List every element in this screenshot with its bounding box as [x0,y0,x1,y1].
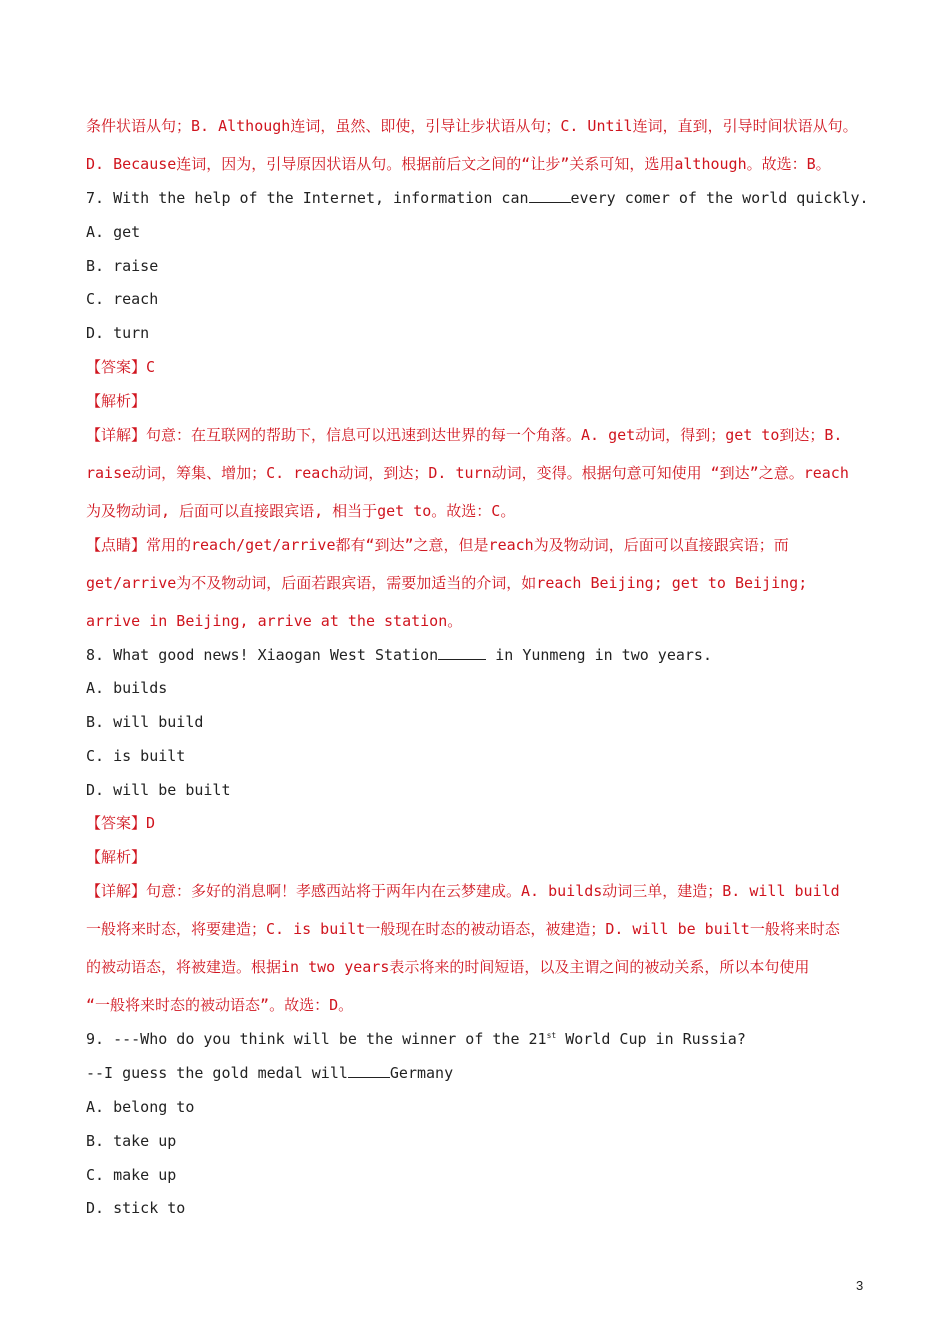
question-8-detail-line-1: 【详解】句意：多好的消息啊！孝感西站将于两年内在云梦建成。A. builds动词三单，建造；B. will build [86,882,840,900]
question-7-option-c: C. reach [86,290,159,308]
prev-explanation-line-2: D. Because连词，因为，引导原因状语从句。根据前后文之间的“让步”关系可知，选用although。故选：B。 [86,155,831,173]
page-number: 3 [856,1278,864,1293]
question-7-tip-line-1: 【点睛】常用的reach/get/arrive都有“到达”之意，但是reach为及物动词，后面可以直接跟宾语；而 [86,536,789,554]
question-8-option-d: D. will be built [86,781,231,799]
question-8-option-c: C. is built [86,747,186,765]
question-8-analysis-heading: 【解析】 [86,848,147,866]
question-8-detail-line-3: 的被动语态，将被建造。根据in two years表示将来的时间短语，以及主谓之间的被动关系，所以本句使用 [86,958,810,976]
question-7-detail-line-3: 为及物动词, 后面可以直接跟宾语, 相当于get to。故选：C。 [86,502,516,520]
question-7-option-b: B. raise [86,257,159,275]
question-7-tip-line-3: arrive in Beijing, arrive at the station。 [86,612,463,630]
prev-explanation-line-1: 条件状语从句；B. Although连词，虽然、即使，引导让步状语从句；C. Until连词，直到，引导时间状语从句。 [86,117,858,135]
question-8 [86,645,712,665]
question-7-option-a: A. get [86,223,141,241]
question-8-detail-line-4: “一般将来时态的被动语态”。故选：D。 [86,996,354,1014]
question-9-blank [348,1063,390,1078]
question-8-detail-line-2: 一般将来时态，将要建造；C. is built一般现在时态的被动语态，被建造；D. will be built一般将来时态 [86,920,840,938]
question-9-reply-start: --I guess the gold medal will [86,1064,348,1082]
question-7-analysis-heading: 【解析】 [86,392,147,410]
question-7-detail-line-1: 【详解】句意：在互联网的帮助下，信息可以迅速到达世界的每一个角落。A. get动词，得到；get to到达；B. [86,426,843,444]
question-8-option-b: B. will build [86,713,204,731]
question-8-option-a: A. builds [86,679,168,697]
question-8-text-start: 8. What good news! Xiaogan West Station [86,646,439,664]
question-8-blank [438,645,486,660]
question-7 [86,188,869,208]
question-7-option-d: D. turn [86,324,150,342]
question-7-text-start: 7. With the help of the Internet, information can [86,189,529,207]
question-9-reply [86,1063,453,1083]
question-7-detail-line-2: raise动词，筹集、增加；C. reach动词，到达；D. turn动词，变得。根据句意可知使用 “到达”之意。reach [86,464,849,482]
question-9 [86,1029,746,1049]
question-9-option-b: B. take up [86,1132,177,1150]
question-9-superscript: st [546,1031,557,1040]
question-7-tip-line-2: get/arrive为不及物动词，后面若跟宾语，需要加适当的介词，如reach Beijing; get to Beijing; [86,574,808,592]
question-9-reply-end: Germany [389,1064,454,1082]
question-9-option-a: A. belong to [86,1098,195,1116]
question-8-text-end: in Yunmeng in two years. [486,646,712,664]
question-9-option-c: C. make up [86,1166,177,1184]
question-8-answer: 【答案】D [86,814,156,832]
question-7-answer: 【答案】C [86,358,156,376]
question-7-text-end: every comer of the world quickly. [570,189,869,207]
question-7-blank [529,188,571,203]
question-9-text-start: 9. ---Who do you think will be the winner of the 21 [86,1030,547,1048]
question-9-option-d: D. stick to [86,1199,186,1217]
question-9-text-end: World Cup in Russia? [556,1030,746,1048]
